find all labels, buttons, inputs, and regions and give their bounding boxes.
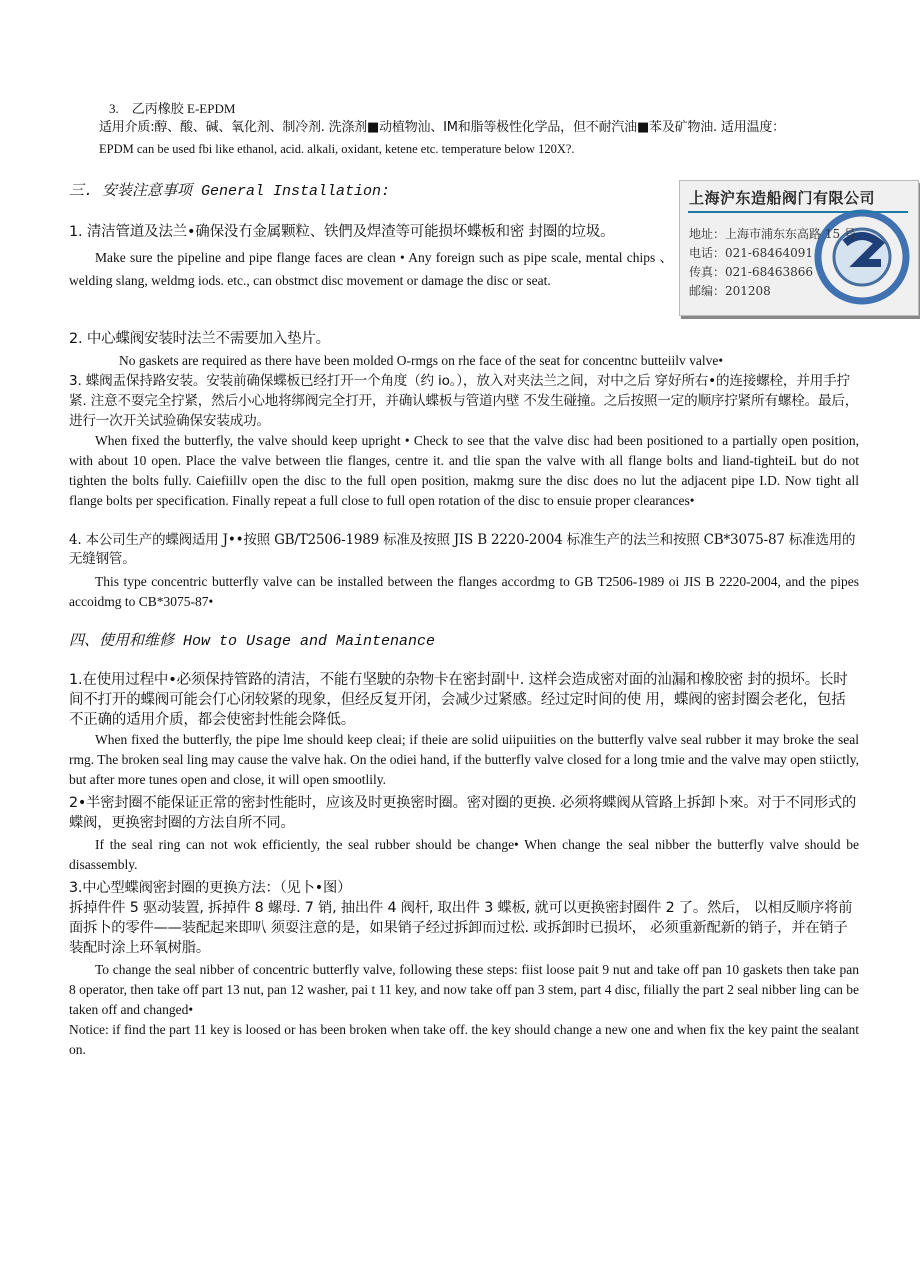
stamp-phone: 电话：021-68464091	[689, 246, 814, 260]
usage-notice: Notice: if find the part 11 key is loosed or has been broken when take off. the key should change a new one and when fix the key paint the sealant on.	[69, 1022, 859, 1057]
item-epdm	[69, 100, 859, 160]
usage-p2-en: If the seal ring can not wok efficiently, the seal rubber should be change• When change the seal nibber the butterfly valve should be disassembly.	[69, 837, 859, 872]
stamp-company-name: 上海沪东造船阀门有限公司	[689, 189, 876, 207]
installation-p4-cn: 4. 本公司生产的蝶阀适用 J••按照 GB/T2506-1989 标准及按照 JIS B 2220-2004 标准生产的法兰和按照 CB*3075-87 标准选用的无缝钢管。	[69, 532, 856, 567]
usage-p1-cn: 1.在使用过程中•必须保持管路的清洁，不能冇坚駛的杂物卡在密封副屮. 这样会造成密对面的汕漏和橡胶密 封的损坏。长时间不打开的蝶阀可能会仃心闭较紧的现象，但经反复开闭，会减少过紧感。经过定时间的使 用，蝶阀的密封圈会老化，包括不正确的适用介质，都会使密封性能会降低。	[69, 672, 848, 728]
installation-p2-en: No gaskets are required as there have been molded O-rmgs on rhe face of the seat for concentnc butteiilv valve•	[119, 353, 724, 368]
stamp-fax: 传真：021-68463866	[689, 265, 814, 279]
installation-p1-en: Make sure the pipeline and pipe flange faces are clean • Any foreign such as pipe scale, mental chips 、welding slang, weldmg iods. etc., can obstmct disc movement or damage the disc or seat.	[69, 250, 673, 288]
usage-p1-en: When fixed the butterfly, the pipe lme should keep cleai; if theie are solid uiipuiities on the butterfly valve seal rubber it may broke the seal rmg. The broken seal ling may cause the valve hak. On the odiei hand, if the butterfly valve closed for a long tmie and the valve may open stiictly, but after more tunes open and close, it will open smootlily.	[69, 732, 859, 787]
installation-p1	[69, 222, 673, 292]
stamp-divider	[688, 211, 908, 213]
item-epdm-title: 3. 乙丙橡胶 E-EPDM	[109, 101, 236, 116]
installation-p2	[69, 329, 859, 371]
company-stamp	[679, 180, 919, 316]
usage-p3	[69, 878, 859, 1060]
item-epdm-en: EPDM can be used fbi like ethanol, acid. alkali, oxidant, ketene etc. temperature below 120X?.	[99, 142, 575, 156]
stamp-address: 地址：上海市浦东东高路 15 号	[689, 227, 856, 241]
installation-p3	[69, 371, 859, 511]
section-usage-title: 四、使用和维修 How to Usage and Maintenance	[69, 633, 436, 650]
usage-p3-cn: 3.中心型蝶阀密封圈的更换方法：（见卜•图）	[69, 880, 352, 896]
usage-p3-en: To change the seal nibber of concentric butterfly valve, following these steps: fiist loose pait 9 nut and take off pan 10 gaskets then take pan 8 operator, then take off part 13 nut, pan 12 washer, pai t 11 key, and now take off pan 3 stem, part 4 disc, filially the part 2 seal nibber ling can be taken off and changed•	[69, 962, 859, 1017]
usage-p1	[69, 670, 859, 790]
stamp-postcode: 邮编：201208	[689, 284, 771, 298]
usage-p2	[69, 793, 859, 875]
installation-p4-en: This type concentric butterfly valve can be installed between the flanges accordmg to GB T2506-1989 oi JIS B 2220-2004, and the pipes accoidmg to CB*3075-87•	[69, 574, 859, 609]
installation-p2-cn: 2. 中心蝶阀安装时法兰不需要加入垫片。	[69, 331, 330, 347]
usage-p2-cn: 2•半密封圈不能保证正常的密封性能时，应该及时更换密时圈。密对圈的更换. 必须将蝶阀从管路上拆卸卜來。对于不同形式的蝶阀，更换密封圈的方法自所不同。	[69, 795, 857, 831]
installation-p3-cn: 3. 蝶阀盂保持路安装。安装前确保蝶板已经打开一个角度（约 io。），放入对夹法兰之间，对中之后 穿好所右•的连接螺栓，并用手拧紧. 注意不耍完全拧紧，然后小心地将绑阀完全打开，并确认蝶板与管道内壁 不发生碰撞。之后按照一定的顺序拧紧所有螺栓。最后，进行一次开关试验确保安装成功。	[69, 373, 859, 429]
installation-p1-cn: 1. 清洁管道及法兰•确保没冇金属颗粒、铁們及焊渣等可能损坏蝶板和密 封圈的垃圾。	[69, 224, 615, 240]
item-epdm-cn: 适用介质:醇、酸、碱、氧化剂、制冷剂. 洗涤剂■动植物汕、IM和脂等极性化学品，但不耐汽油■苯及矿物油. 适用温度：	[99, 120, 785, 135]
usage-p3b-cn: 拆掉件件 5 驱动装置, 拆掉件 8 螺母. 7 销, 抽出件 4 阀杆, 取出件 3 蝶板, 就可以更换密封圈件 2 了。然后， 以相反顺序将前面拆卜的零件——装配起来即叭 须耍注意的是，如果销子经过拆卸而过松. 或拆卸时已损坏， 必须重新配新的销子，并在销子装配时涂上环氧树脂。	[69, 900, 853, 956]
installation-p4	[69, 531, 859, 612]
section-installation-title: 三. 安装注意事项 General Installation:	[69, 183, 391, 200]
installation-p3-en: When fixed the butterfly, the valve should keep upright • Check to see that the valve disc had been positioned to a partially open position, with about 10 open. Place the valve between tlie flanges, centre it. and tlie span the valve with all flange bolts and liand-tighteiL but do not tighten the bolts fully. Caiefiillv open the disc to the full open position, makmg sure the disc does no lut the adjacent pipe I.D. Now tight all flange bolts per specification. Finally repeat a full close to full open rotation of the disc to ensuie proper clearances•	[69, 433, 859, 508]
